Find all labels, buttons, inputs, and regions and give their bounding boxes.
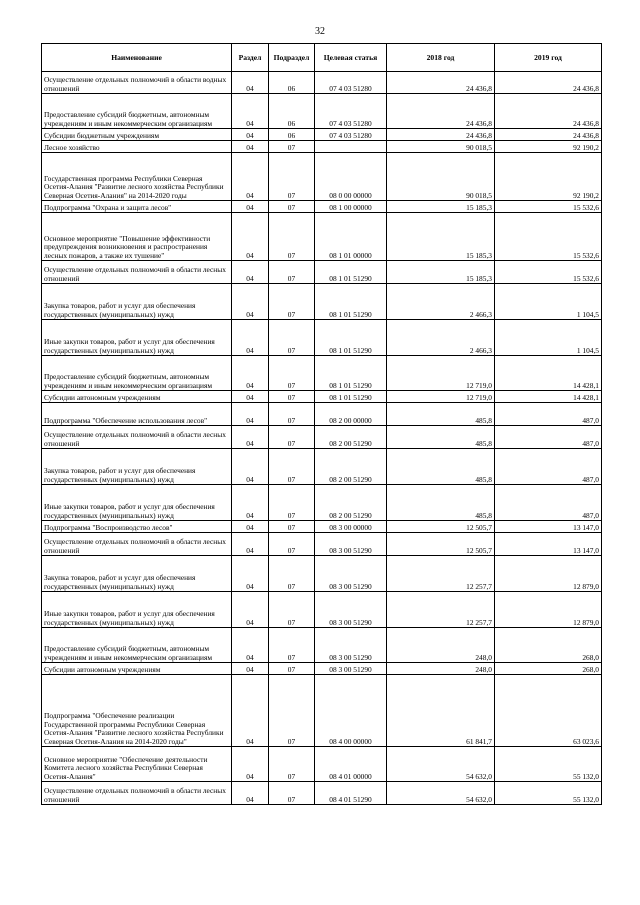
row-value-2018: 24 436,8 [387,72,495,94]
row-value-2018: 485,8 [387,485,495,521]
row-subsection: 07 [269,426,315,449]
table-row [42,213,602,261]
row-subsection: 07 [269,141,315,153]
row-value-2019: 487,0 [495,449,602,485]
row-name: Подпрограмма "Обеспечение использования лесов" [42,403,232,426]
row-value-2019: 12 879,0 [495,592,602,628]
row-target: 08 1 01 51290 [315,391,387,403]
row-value-2019: 14 428,1 [495,356,602,391]
budget-table [41,43,602,805]
row-name: Осуществление отдельных полномочий в области лесных отношений [42,426,232,449]
row-value-2019: 268,0 [495,628,602,663]
row-value-2018: 248,0 [387,628,495,663]
row-target: 08 3 00 51290 [315,556,387,592]
row-target: 08 3 00 51290 [315,628,387,663]
row-subsection: 07 [269,213,315,261]
row-section: 04 [232,72,269,94]
row-value-2018: 12 719,0 [387,391,495,403]
row-value-2018: 2 466,3 [387,284,495,320]
row-value-2019: 55 132,0 [495,782,602,805]
row-value-2018: 12 505,7 [387,521,495,533]
row-section: 04 [232,592,269,628]
row-section: 04 [232,556,269,592]
header-subsection: Подраздел [269,44,315,72]
table-row [42,201,602,213]
row-name: Осуществление отдельных полномочий в области лесных отношений [42,782,232,805]
row-subsection: 07 [269,403,315,426]
row-value-2019: 487,0 [495,485,602,521]
row-target: 08 2 00 51290 [315,485,387,521]
row-name: Подпрограмма "Охрана и защита лесов" [42,201,232,213]
row-target [315,141,387,153]
row-value-2018: 15 185,3 [387,201,495,213]
table-body [42,72,602,805]
row-subsection: 07 [269,356,315,391]
row-target: 08 2 00 51290 [315,426,387,449]
table-row [42,284,602,320]
row-value-2019: 24 436,8 [495,72,602,94]
table-row [42,663,602,675]
header-name: Наименование [42,44,232,72]
row-subsection: 07 [269,391,315,403]
row-value-2019: 24 436,8 [495,94,602,129]
row-value-2018: 15 185,3 [387,213,495,261]
row-subsection: 07 [269,628,315,663]
row-subsection: 07 [269,592,315,628]
row-target: 08 3 00 00000 [315,521,387,533]
row-value-2019: 12 879,0 [495,556,602,592]
table-row [42,356,602,391]
row-value-2018: 61 841,7 [387,675,495,747]
table-row [42,141,602,153]
row-section: 04 [232,663,269,675]
row-subsection: 07 [269,485,315,521]
table-row [42,533,602,556]
row-subsection: 07 [269,675,315,747]
row-name: Основное мероприятие "Обеспечение деятельности Комитета лесного хозяйства Республики Северная Осетия-Алания" [42,747,232,782]
row-section: 04 [232,284,269,320]
row-value-2019: 15 532,6 [495,201,602,213]
row-value-2019: 63 023,6 [495,675,602,747]
row-target: 08 4 00 00000 [315,675,387,747]
row-subsection: 07 [269,782,315,805]
table-row [42,261,602,284]
table-row [42,426,602,449]
table-row [42,153,602,201]
row-name: Иные закупки товаров, работ и услуг для обеспечения государственных (муниципальных) нужд [42,320,232,356]
row-section: 04 [232,153,269,201]
row-value-2019: 268,0 [495,663,602,675]
row-target: 07 4 03 51280 [315,129,387,141]
row-name: Подпрограмма "Воспроизводство лесов" [42,521,232,533]
row-value-2019: 92 190,2 [495,153,602,201]
row-name: Иные закупки товаров, работ и услуг для обеспечения государственных (муниципальных) нужд [42,592,232,628]
row-section: 04 [232,485,269,521]
row-target: 08 1 00 00000 [315,201,387,213]
row-subsection: 07 [269,556,315,592]
row-value-2018: 12 505,7 [387,533,495,556]
row-value-2019: 55 132,0 [495,747,602,782]
row-section: 04 [232,129,269,141]
row-subsection: 07 [269,261,315,284]
row-name: Субсидии автономным учреждениям [42,391,232,403]
row-name: Иные закупки товаров, работ и услуг для обеспечения государственных (муниципальных) нужд [42,485,232,521]
row-value-2019: 13 147,0 [495,521,602,533]
row-subsection: 06 [269,129,315,141]
row-subsection: 07 [269,153,315,201]
header-2018: 2018 год [387,44,495,72]
row-value-2018: 12 257,7 [387,592,495,628]
row-name: Основное мероприятие "Повышение эффективности предупреждения возникновения и распространения лесных пожаров, а также их тушение" [42,213,232,261]
row-target: 08 1 01 51290 [315,320,387,356]
row-name: Государственная программа Республики Северная Осетия-Алания "Развитие лесного хозяйства Республики Северная Осетия-Алания" на 2014-2020 годы [42,153,232,201]
row-section: 04 [232,521,269,533]
header-target: Целевая статья [315,44,387,72]
row-name: Лесное хозяйство [42,141,232,153]
row-value-2018: 90 018,5 [387,153,495,201]
row-value-2018: 54 632,0 [387,747,495,782]
row-value-2019: 487,0 [495,426,602,449]
row-target: 07 4 03 51280 [315,94,387,129]
table-row [42,129,602,141]
header-2019: 2019 год [495,44,602,72]
row-name: Предоставление субсидий бюджетным, автономным учреждениям и иным некоммерческим организациям [42,94,232,129]
table-row [42,403,602,426]
row-value-2018: 24 436,8 [387,94,495,129]
row-section: 04 [232,782,269,805]
row-target: 08 3 00 51290 [315,663,387,675]
table-row [42,72,602,94]
row-value-2018: 485,8 [387,426,495,449]
row-value-2018: 15 185,3 [387,261,495,284]
row-value-2019: 1 104,5 [495,320,602,356]
row-value-2018: 12 719,0 [387,356,495,391]
row-section: 04 [232,391,269,403]
row-section: 04 [232,747,269,782]
table-row [42,391,602,403]
row-name: Предоставление субсидий бюджетным, автономным учреждениям и иным некоммерческим организациям [42,356,232,391]
row-value-2018: 24 436,8 [387,129,495,141]
row-name: Предоставление субсидий бюджетным, автономным учреждениям и иным некоммерческим организациям [42,628,232,663]
row-name: Закупка товаров, работ и услуг для обеспечения государственных (муниципальных) нужд [42,449,232,485]
row-value-2019: 15 532,6 [495,213,602,261]
row-subsection: 07 [269,284,315,320]
row-value-2019: 15 532,6 [495,261,602,284]
row-value-2018: 90 018,5 [387,141,495,153]
row-subsection: 07 [269,521,315,533]
row-target: 08 2 00 00000 [315,403,387,426]
row-section: 04 [232,320,269,356]
page-number: 32 [315,26,325,37]
row-target: 08 1 01 00000 [315,213,387,261]
row-value-2019: 487,0 [495,403,602,426]
row-value-2018: 485,8 [387,449,495,485]
row-subsection: 07 [269,663,315,675]
row-name: Осуществление отдельных полномочий в области водных отношений [42,72,232,94]
row-target: 08 2 00 51290 [315,449,387,485]
row-section: 04 [232,449,269,485]
row-target: 08 3 00 51290 [315,533,387,556]
row-subsection: 07 [269,747,315,782]
row-section: 04 [232,533,269,556]
table-row [42,747,602,782]
table-row [42,449,602,485]
row-section: 04 [232,94,269,129]
row-section: 04 [232,141,269,153]
row-value-2019: 14 428,1 [495,391,602,403]
row-name: Субсидии бюджетным учреждениям [42,129,232,141]
row-value-2018: 54 632,0 [387,782,495,805]
row-target: 08 3 00 51290 [315,592,387,628]
row-target: 08 0 00 00000 [315,153,387,201]
table-row [42,320,602,356]
row-subsection: 07 [269,533,315,556]
row-subsection: 07 [269,201,315,213]
table-row [42,628,602,663]
row-name: Осуществление отдельных полномочий в области лесных отношений [42,533,232,556]
row-value-2018: 248,0 [387,663,495,675]
row-section: 04 [232,426,269,449]
row-value-2019: 1 104,5 [495,284,602,320]
row-target: 08 1 01 51290 [315,284,387,320]
row-subsection: 06 [269,72,315,94]
row-name: Субсидии автономным учреждениям [42,663,232,675]
table-row [42,592,602,628]
row-subsection: 06 [269,94,315,129]
row-target: 08 4 01 00000 [315,747,387,782]
table-header-row [42,44,602,72]
row-value-2019: 13 147,0 [495,533,602,556]
row-section: 04 [232,213,269,261]
table-row [42,675,602,747]
table-row [42,782,602,805]
row-value-2018: 12 257,7 [387,556,495,592]
row-name: Осуществление отдельных полномочий в области лесных отношений [42,261,232,284]
row-target: 08 1 01 51290 [315,261,387,284]
row-section: 04 [232,675,269,747]
row-name: Подпрограмма "Обеспечение реализации Государственной программы Республики Северная Осетия-Алания "Развитие лесного хозяйства Республики Северная Осетия-Алания на 2014-2020 годы" [42,675,232,747]
row-section: 04 [232,261,269,284]
row-value-2018: 485,8 [387,403,495,426]
row-name: Закупка товаров, работ и услуг для обеспечения государственных (муниципальных) нужд [42,556,232,592]
row-target: 08 1 01 51290 [315,356,387,391]
table-row [42,521,602,533]
row-value-2018: 2 466,3 [387,320,495,356]
row-section: 04 [232,201,269,213]
row-value-2019: 92 190,2 [495,141,602,153]
header-section: Раздел [232,44,269,72]
row-section: 04 [232,356,269,391]
table-row [42,94,602,129]
table-row [42,556,602,592]
row-target: 08 4 01 51290 [315,782,387,805]
row-value-2019: 24 436,8 [495,129,602,141]
row-section: 04 [232,628,269,663]
row-subsection: 07 [269,320,315,356]
row-section: 04 [232,403,269,426]
table-row [42,485,602,521]
row-subsection: 07 [269,449,315,485]
row-target: 07 4 03 51280 [315,72,387,94]
row-name: Закупка товаров, работ и услуг для обеспечения государственных (муниципальных) нужд [42,284,232,320]
